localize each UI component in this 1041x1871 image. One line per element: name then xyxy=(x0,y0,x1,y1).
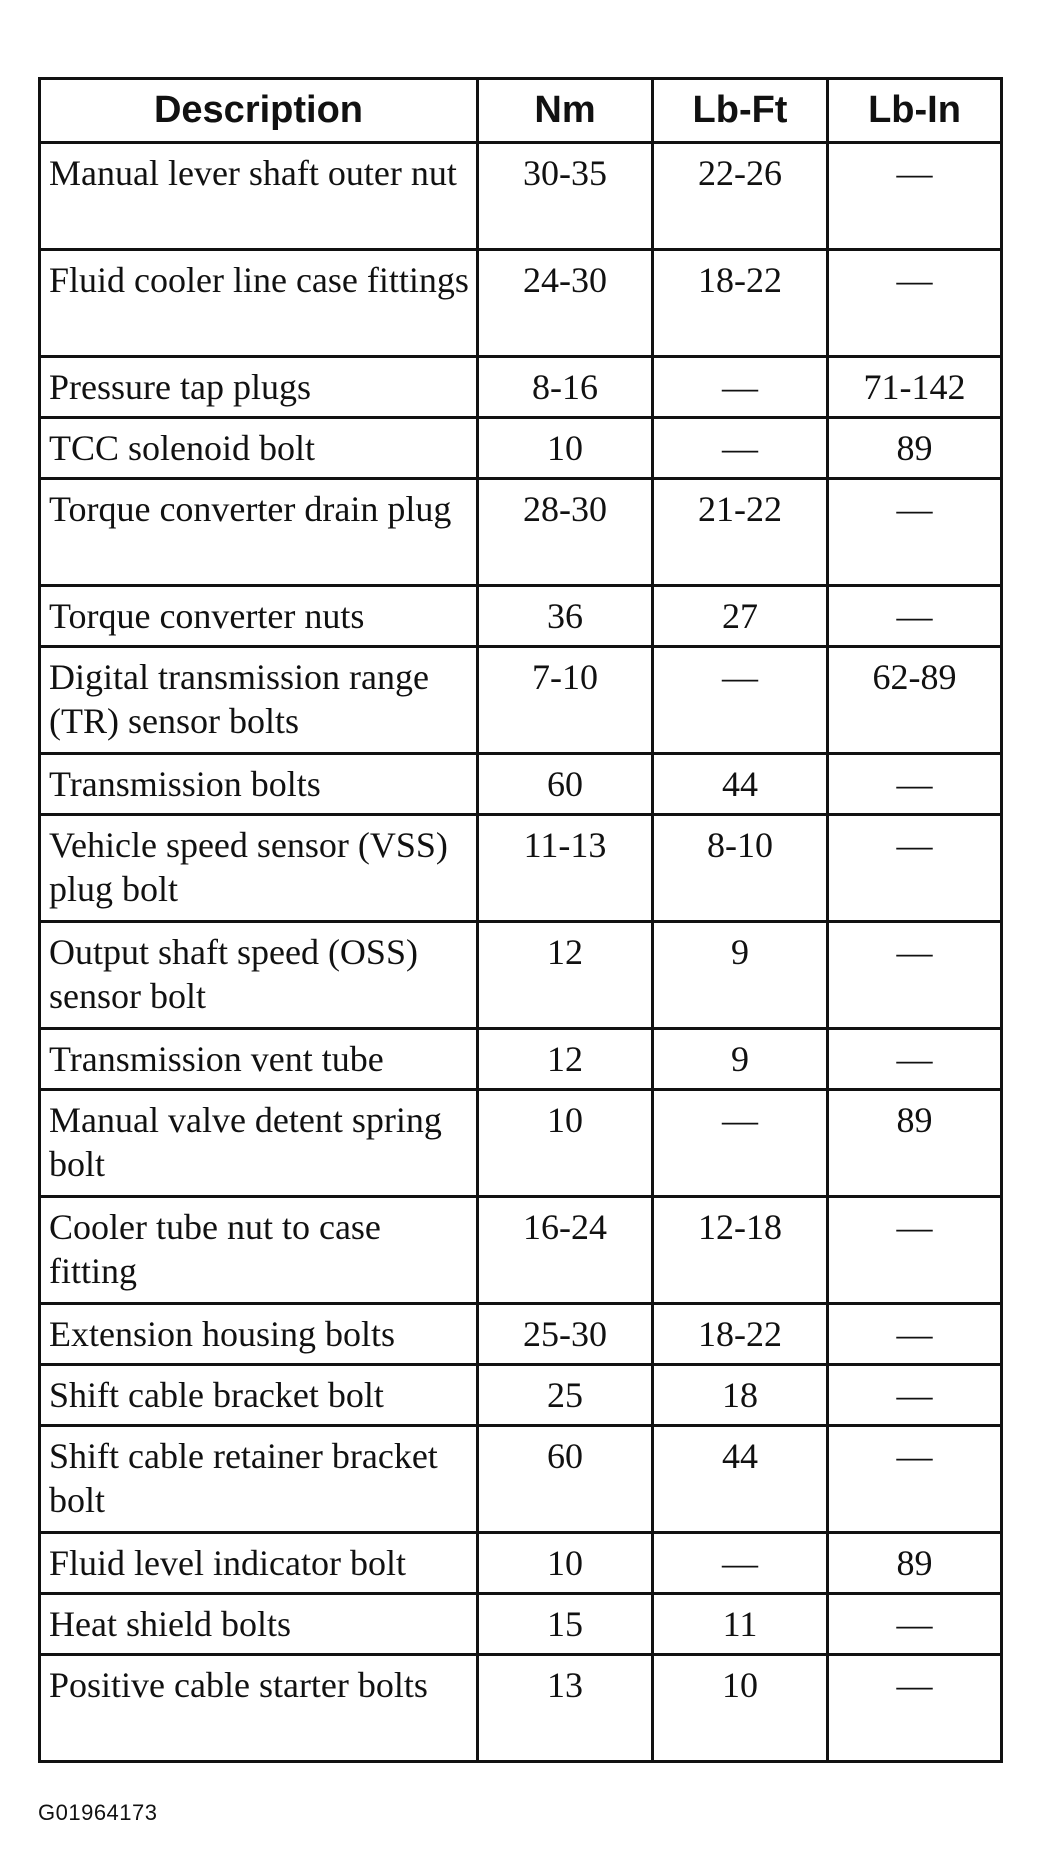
cell-lb-in: 62-89 xyxy=(828,647,1002,754)
cell-lb-ft: 9 xyxy=(653,922,828,1029)
cell-description: Output shaft speed (OSS) sensor bolt xyxy=(40,922,478,1029)
cell-lb-in: 71-142 xyxy=(828,357,1002,418)
table-row xyxy=(40,143,1002,250)
cell-description: Manual valve detent spring bolt xyxy=(40,1090,478,1197)
table-row xyxy=(40,357,1002,418)
cell-nm: 36 xyxy=(478,586,653,647)
cell-lb-ft: 44 xyxy=(653,754,828,815)
cell-lb-ft: 10 xyxy=(653,1655,828,1762)
cell-nm: 12 xyxy=(478,1029,653,1090)
cell-lb-ft: — xyxy=(653,647,828,754)
table-row xyxy=(40,418,1002,479)
table-row xyxy=(40,1304,1002,1365)
cell-nm: 60 xyxy=(478,1426,653,1533)
cell-nm: 15 xyxy=(478,1594,653,1655)
cell-lb-in: — xyxy=(828,1426,1002,1533)
cell-nm: 11-13 xyxy=(478,815,653,922)
cell-description: Torque converter nuts xyxy=(40,586,478,647)
table-row xyxy=(40,754,1002,815)
table-row xyxy=(40,1090,1002,1197)
table-row xyxy=(40,815,1002,922)
cell-nm: 30-35 xyxy=(478,143,653,250)
cell-description: Shift cable bracket bolt xyxy=(40,1365,478,1426)
cell-lb-in: — xyxy=(828,479,1002,586)
table-row xyxy=(40,1533,1002,1594)
cell-nm: 24-30 xyxy=(478,250,653,357)
cell-nm: 25-30 xyxy=(478,1304,653,1365)
cell-lb-ft: 18-22 xyxy=(653,250,828,357)
cell-nm: 28-30 xyxy=(478,479,653,586)
cell-lb-ft: 22-26 xyxy=(653,143,828,250)
cell-nm: 10 xyxy=(478,1533,653,1594)
table-row xyxy=(40,1029,1002,1090)
cell-lb-in: — xyxy=(828,1304,1002,1365)
cell-lb-in: — xyxy=(828,1029,1002,1090)
cell-nm: 12 xyxy=(478,922,653,1029)
cell-lb-in: — xyxy=(828,1365,1002,1426)
cell-lb-in: — xyxy=(828,1594,1002,1655)
cell-nm: 8-16 xyxy=(478,357,653,418)
cell-nm: 60 xyxy=(478,754,653,815)
cell-lb-in: — xyxy=(828,922,1002,1029)
cell-description: Transmission vent tube xyxy=(40,1029,478,1090)
table-row xyxy=(40,1655,1002,1762)
cell-description: TCC solenoid bolt xyxy=(40,418,478,479)
table-header-row xyxy=(40,79,1002,143)
cell-description: Fluid cooler line case fittings xyxy=(40,250,478,357)
torque-spec-table xyxy=(38,77,1003,1763)
table-row xyxy=(40,1426,1002,1533)
cell-lb-ft: 9 xyxy=(653,1029,828,1090)
cell-lb-in: — xyxy=(828,754,1002,815)
cell-nm: 10 xyxy=(478,418,653,479)
cell-lb-in: — xyxy=(828,815,1002,922)
cell-description: Digital transmission range (TR) sensor bolts xyxy=(40,647,478,754)
cell-description: Cooler tube nut to case fitting xyxy=(40,1197,478,1304)
cell-lb-in: — xyxy=(828,250,1002,357)
cell-lb-in: 89 xyxy=(828,1533,1002,1594)
cell-lb-ft: 44 xyxy=(653,1426,828,1533)
cell-description: Fluid level indicator bolt xyxy=(40,1533,478,1594)
header-description: Description xyxy=(40,79,478,143)
cell-description: Vehicle speed sensor (VSS) plug bolt xyxy=(40,815,478,922)
cell-nm: 10 xyxy=(478,1090,653,1197)
cell-nm: 7-10 xyxy=(478,647,653,754)
cell-lb-in: — xyxy=(828,586,1002,647)
cell-lb-ft: 8-10 xyxy=(653,815,828,922)
cell-lb-ft: 12-18 xyxy=(653,1197,828,1304)
cell-lb-ft: — xyxy=(653,1090,828,1197)
cell-lb-ft: — xyxy=(653,357,828,418)
table-row xyxy=(40,1197,1002,1304)
cell-lb-ft: — xyxy=(653,1533,828,1594)
cell-nm: 25 xyxy=(478,1365,653,1426)
cell-nm: 13 xyxy=(478,1655,653,1762)
header-nm: Nm xyxy=(478,79,653,143)
cell-description: Manual lever shaft outer nut xyxy=(40,143,478,250)
cell-lb-ft: 11 xyxy=(653,1594,828,1655)
table-row xyxy=(40,922,1002,1029)
table-row xyxy=(40,1594,1002,1655)
cell-lb-in: 89 xyxy=(828,1090,1002,1197)
table-row xyxy=(40,479,1002,586)
header-lb-in: Lb-In xyxy=(828,79,1002,143)
cell-description: Positive cable starter bolts xyxy=(40,1655,478,1762)
cell-lb-in: — xyxy=(828,1197,1002,1304)
header-lb-ft: Lb-Ft xyxy=(653,79,828,143)
figure-id: G01964173 xyxy=(38,1800,158,1825)
cell-lb-ft: 18 xyxy=(653,1365,828,1426)
cell-lb-in: 89 xyxy=(828,418,1002,479)
table-row xyxy=(40,1365,1002,1426)
table-row xyxy=(40,250,1002,357)
cell-description: Heat shield bolts xyxy=(40,1594,478,1655)
table-row xyxy=(40,647,1002,754)
cell-nm: 16-24 xyxy=(478,1197,653,1304)
cell-lb-in: — xyxy=(828,1655,1002,1762)
cell-description: Transmission bolts xyxy=(40,754,478,815)
cell-lb-in: — xyxy=(828,143,1002,250)
cell-lb-ft: 21-22 xyxy=(653,479,828,586)
table-row xyxy=(40,586,1002,647)
cell-lb-ft: 18-22 xyxy=(653,1304,828,1365)
cell-description: Shift cable retainer bracket bolt xyxy=(40,1426,478,1533)
cell-lb-ft: 27 xyxy=(653,586,828,647)
cell-lb-ft: — xyxy=(653,418,828,479)
cell-description: Pressure tap plugs xyxy=(40,357,478,418)
cell-description: Torque converter drain plug xyxy=(40,479,478,586)
cell-description: Extension housing bolts xyxy=(40,1304,478,1365)
